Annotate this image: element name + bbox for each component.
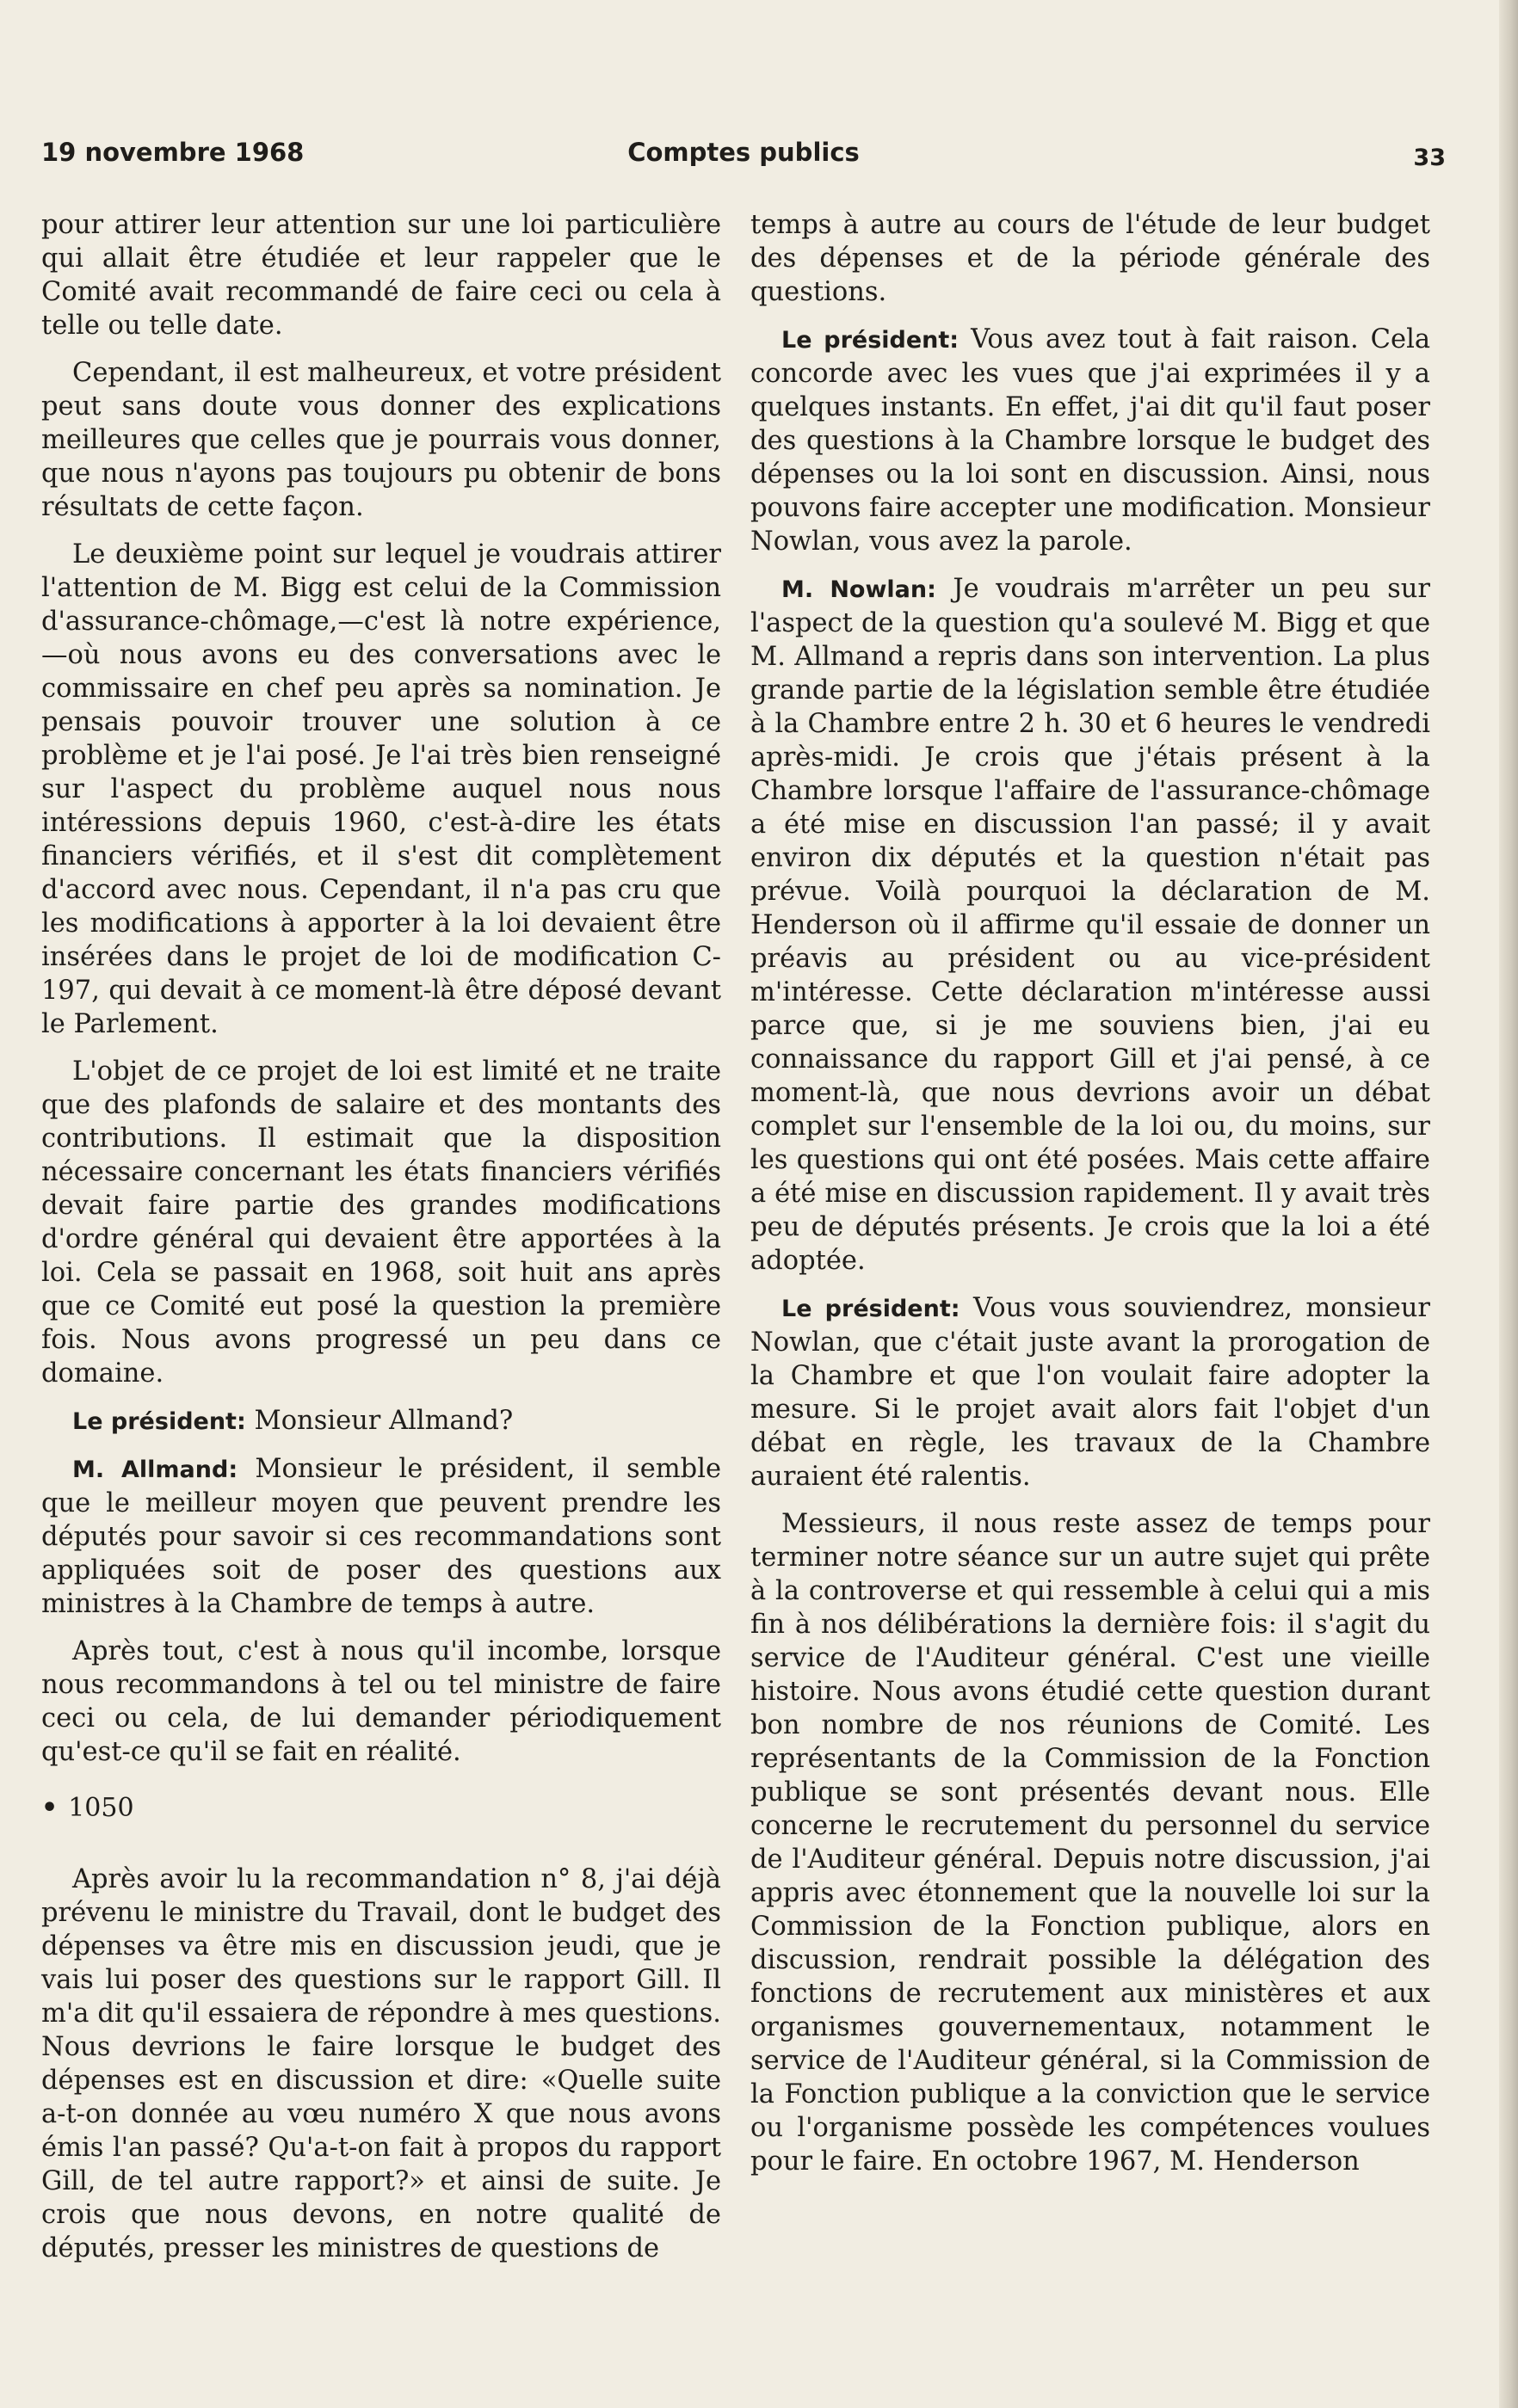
header-title: Comptes publics (627, 138, 860, 167)
header-date: 19 novembre 1968 (41, 138, 305, 167)
paragraph: Après avoir lu la recommandation n° 8, j'ai déjà prévenu le ministre du Travail, dont le budget des dépenses va être mis en discussion jeudi, que je vais lui poser des questions sur le rapport Gill. Il m'a dit qu'il essaiera de répondre à mes questions. Nous devrions le faire lorsque le budget des dépenses est en discussion et dire: «Quelle suite a-t-on donnée au vœu numéro X que nous avons émis l'an passé? Qu'a-t-on fait à propos du rapport Gill, de tel autre rapport?» et ainsi de suite. Je crois que nous devons, en notre qualité de députés, presser les ministres de questions de (41, 1864, 721, 2263)
page-number: 33 (1413, 145, 1446, 171)
paragraph: pour attirer leur attention sur une loi particulière qui allait être étudiée et leur rappeler que le Comité avait recommandé de faire ceci ou cela à telle ou telle date. (41, 210, 721, 341)
speech-text: Vous avez tout à fait raison. Cela concorde avec les vues que j'ai exprimées il y a quelques instants. En effet, j'ai dit qu'il faut poser des questions à la Chambre lorsque le budget des dépenses ou la loi sont en discussion. Ainsi, nous pouvons faire accepter une modification. Monsieur Nowlan, vous avez la parole. (750, 324, 1431, 557)
bullet-icon: • (41, 1793, 59, 1823)
left-column (41, 208, 721, 2279)
speaker-name: Le président: (781, 327, 960, 354)
speech-text: Monsieur Allmand? (245, 1406, 514, 1436)
page-header (41, 129, 1446, 181)
right-column (750, 208, 1430, 2192)
speaker-paragraph (750, 1291, 1430, 1493)
speaker-paragraph (750, 323, 1430, 558)
paragraph: L'objet de ce projet de loi est limité et ne traite que des plafonds de salaire et des montants des contributions. Il estimait que la disposition nécessaire concernant les états financiers vérifiés devait faire partie des grandes modifications d'ordre général qui devaient être apportées à la loi. Cela se passait en 1968, soit huit ans après que ce Comité eut posé la question la première fois. Nous avons progressé un peu dans ce domaine. (41, 1056, 721, 1389)
speech-text: Je voudrais m'arrêter un peu sur l'aspect de la question qu'a soulevé M. Bigg et que M. Allmand a repris dans son intervention. La plus grande partie de la législation semble être étudiée à la Chambre entre 2 h. 30 et 6 heures le vendredi après-midi. Je crois que j'étais présent à la Chambre lorsque l'affaire de l'assurance-chômage a été mise en discussion l'an passé; il y avait environ dix députés et la question n'était pas prévue. Voilà pourquoi la déclaration de M. Henderson où il affirme qu'il essaie de donner un préavis au président ou au vice-président m'intéresse. Cette déclaration m'intéresse aussi parce que, si je me souviens bien, j'ai eu connaissance du rapport Gill et j'ai pensé, à ce moment-là, que nous devrions avoir un débat complet sur l'ensemble de la loi ou, du moins, sur les questions qui ont été posées. Mais cette affaire a été mise en discussion rapidement. Il y avait très peu de députés présents. Je crois que la loi a été adoptée. (750, 574, 1431, 1276)
paragraph: Après tout, c'est à nous qu'il incombe, lorsque nous recommandons à tel ou tel ministre de faire ceci ou cela, de lui demander périodiquement qu'est-ce qu'il se fait en réalité. (41, 1636, 721, 1767)
speech-text: Monsieur le président, il semble que le meilleur moyen que peuvent prendre les députés pour savoir si ces recommandations sont appliquées soit de poser des questions aux ministres à la Chambre de temps à autre. (41, 1454, 722, 1619)
speaker-name: M. Allmand: (72, 1457, 238, 1483)
speaker-paragraph (750, 572, 1430, 1278)
page-edge (1499, 0, 1518, 2408)
time-marker (41, 1791, 721, 1825)
paragraph: Le deuxième point sur lequel je voudrais attirer l'attention de M. Bigg est celui de la Commission d'assurance-chômage,—c'est là notre expérience,—où nous avons eu des conversations avec le commissaire en chef peu après sa nomination. Je pensais pouvoir trouver une solution à ce problème et je l'ai posé. Je l'ai très bien renseigné sur l'aspect du problème auquel nous nous intéressions depuis 1960, c'est-à-dire les états financiers vérifiés, et il s'est dit complètement d'accord avec nous. Cependant, il n'a pas cru que les modifications à apporter à la loi devaient être insérées dans le projet de loi de modification C-197, qui devait à ce moment-là être déposé devant le Parlement. (41, 539, 721, 1039)
speaker-name: Le président: (781, 1296, 960, 1322)
speaker-paragraph (41, 1404, 721, 1438)
speaker-name: M. Nowlan: (781, 576, 936, 603)
paragraph: Cependant, il est malheureux, et votre président peut sans doute vous donner des explications meilleures que celles que je pourrais vous donner, que nous n'ayons pas toujours pu obtenir de bons résultats de cette façon. (41, 358, 721, 522)
paragraph: temps à autre au cours de l'étude de leur budget des dépenses et de la période générale des questions. (750, 210, 1430, 307)
speaker-paragraph (41, 1452, 721, 1621)
time-marker-text: 1050 (68, 1793, 134, 1823)
speech-text: Vous vous souviendrez, monsieur Nowlan, que c'était juste avant la prorogation de la Chambre et que l'on voulait faire adopter la mesure. Si le projet avait alors fait l'objet d'un débat en règle, les travaux de la Chambre auraient été ralentis. (750, 1293, 1430, 1492)
paragraph: Messieurs, il nous reste assez de temps pour terminer notre séance sur un autre sujet qui prête à la controverse et qui ressemble à celui qui a mis fin à nos délibérations la dernière fois: il s'agit du service de l'Auditeur général. C'est une vieille histoire. Nous avons étudié cette question durant bon nombre de nos réunions de Comité. Les représentants de la Commission de la Fonction publique se sont présentés devant nous. Elle concerne le recrutement du personnel du service de l'Auditeur général. Depuis notre discussion, j'ai appris avec étonnement que la nouvelle loi sur la Commission de la Fonction publique, alors en discussion, rendrait possible la délégation des fonctions de recrutement aux ministères et aux organismes gouvernementaux, notamment le service de l'Auditeur général, si la Commission de la Fonction publique a la conviction que le service ou l'organisme possède les compétences voulues pour le faire. En octobre 1967, M. Henderson (750, 1509, 1430, 2177)
speaker-name: Le président: (72, 1408, 246, 1435)
